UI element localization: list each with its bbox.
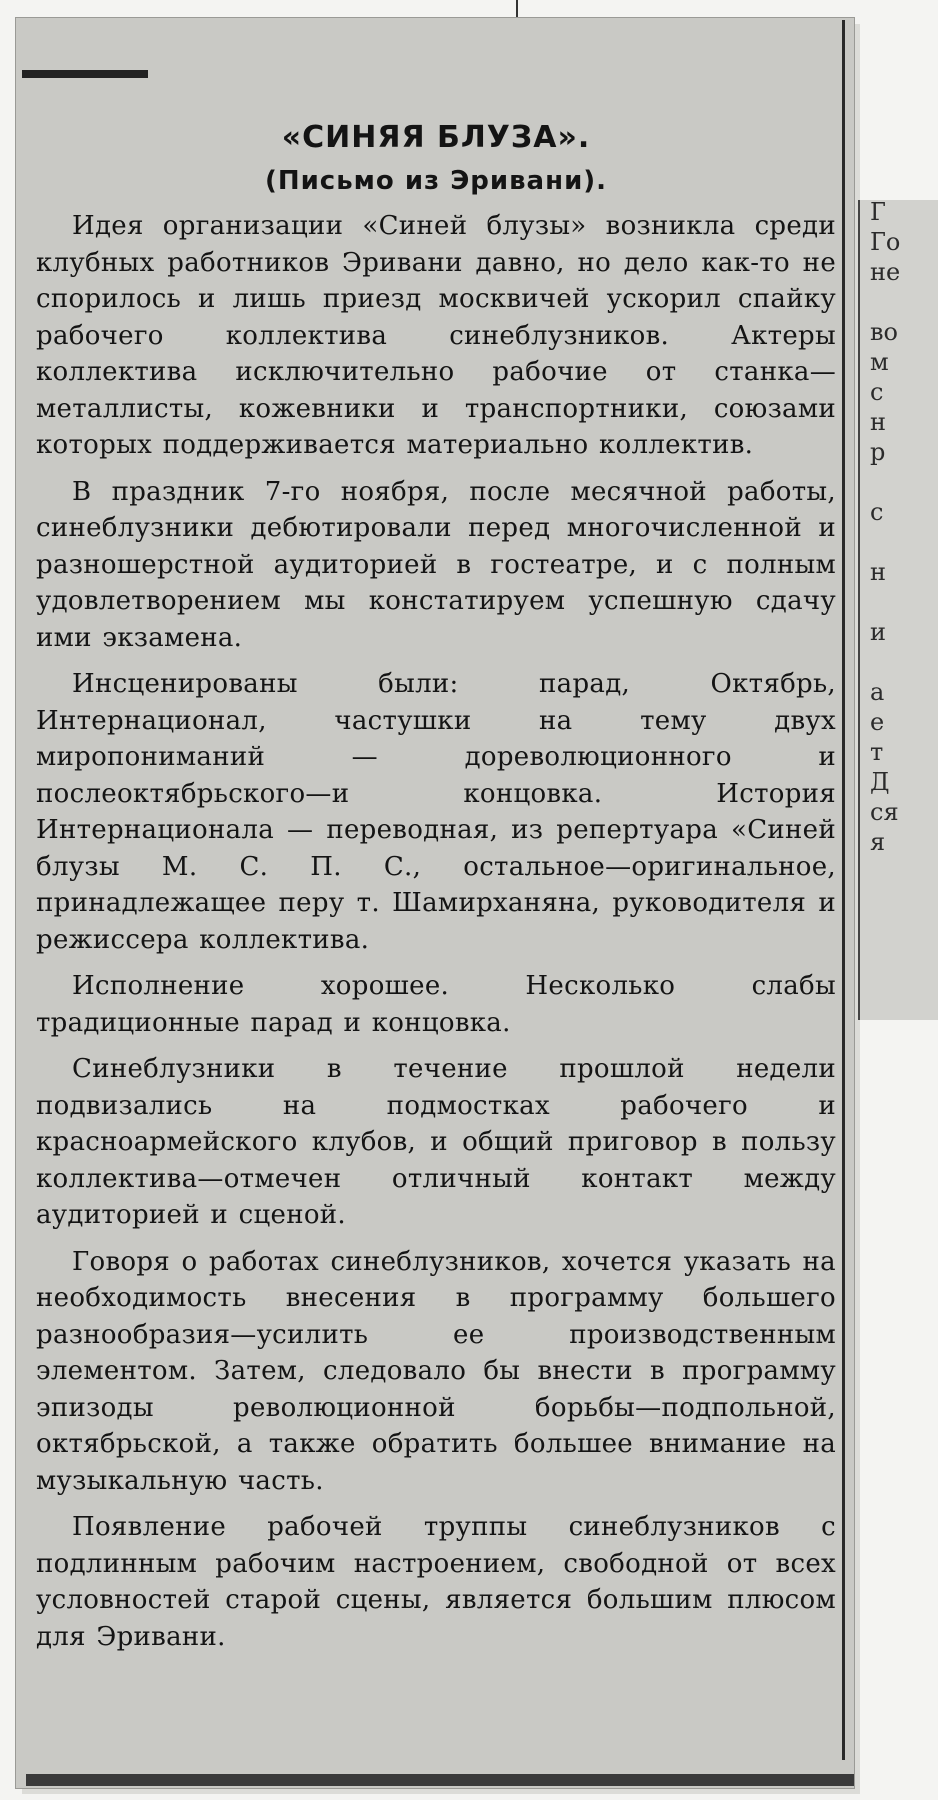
adjacent-fragment: с: [870, 378, 884, 406]
article-paragraph: Появление рабочей труппы синеблузников с подлинным рабочим настроением, свободной от всех условностей старой сцены, является большим плюсом для Эривани.: [36, 1512, 836, 1652]
clipping-bottom-shadow: [26, 1774, 854, 1786]
adjacent-fragment: с: [870, 498, 884, 526]
adjacent-fragment: р: [870, 438, 886, 466]
adjacent-fragment: не: [870, 258, 901, 286]
article-paragraph: Идея организации «Синей блузы» возникла среди клубных работников Эривани давно, но дело как-то не спорилось и лишь приезд москвичей ускорил спайку рабочего коллектива синеблузников. Актеры коллектива исключительно рабочие от станка—металлисты, кожевники и транспортники, союзами которых поддерживается материально коллектив.: [36, 211, 836, 460]
adjacent-column-strip: [858, 200, 938, 1020]
adjacent-fragment: е: [870, 708, 885, 736]
adjacent-fragment: и: [870, 618, 886, 646]
adjacent-fragment: Го: [870, 228, 901, 256]
adjacent-fragment: во: [870, 318, 898, 346]
adjacent-fragment: Г: [870, 200, 886, 226]
article-paragraph: В праздник 7-го ноября, после месячной работы, синеблузники дебютировали перед многочисленной и разношерстной аудиторией в гостеатре, и с полным удовлетворением мы констатируем успешную сдачу ими экзамена.: [36, 476, 836, 653]
column-rule: [842, 20, 845, 1760]
adjacent-fragment: н: [870, 408, 886, 436]
adjacent-fragment: Д: [870, 768, 890, 796]
article: [36, 118, 836, 1661]
adjacent-fragment: [860, 290, 938, 320]
article-paragraph: Инсценированы были: парад, Октябрь, Интернационал, частушки на тему двух миропониманий — дореволюционного и послеоктябрьского—и концовка. История Интернационала — переводная, из репертуара «Синей блузы М. С. П. С., остальное—оригинальное, принадлежащее перу т. Шамирханяна, руководителя и режиссера коллектива.: [36, 669, 836, 955]
adjacent-fragment: а: [870, 678, 885, 706]
article-title: «СИНЯЯ БЛУЗА».: [281, 120, 591, 155]
article-paragraph: Исполнение хорошее. Несколько слабы традиционные парад и концовка.: [36, 971, 836, 1038]
article-subtitle: (Письмо из Эривани).: [264, 166, 608, 196]
article-paragraph: Говоря о работах синеблузников, хочется указать на необходимость внесения в программу большего разнообразия—усилить ее производственным элементом. Затем, следовало бы внести в программу эпизоды революционной борьбы—подпольной, октябрьской, а также обратить большее внимание на музыкальную часть.: [36, 1246, 836, 1496]
article-paragraph: Синеблузники в течение прошлой недели подвизались на подмостках рабочего и красноармейского клубов, и общий приговор в пользу коллектива—отмечен отличный контакт между аудиторией и сценой.: [36, 1054, 836, 1230]
adjacent-fragment: [860, 650, 938, 680]
adjacent-fragment: [860, 590, 938, 620]
adjacent-fragment: н: [870, 558, 886, 586]
adjacent-fragment: [860, 470, 938, 500]
adjacent-fragment: я: [870, 828, 886, 856]
adjacent-fragment: м: [870, 348, 889, 376]
adjacent-fragment: ся: [870, 798, 899, 826]
adjacent-fragment: [860, 530, 938, 560]
section-rule-mark: [22, 70, 148, 78]
adjacent-fragment: т: [870, 738, 884, 766]
